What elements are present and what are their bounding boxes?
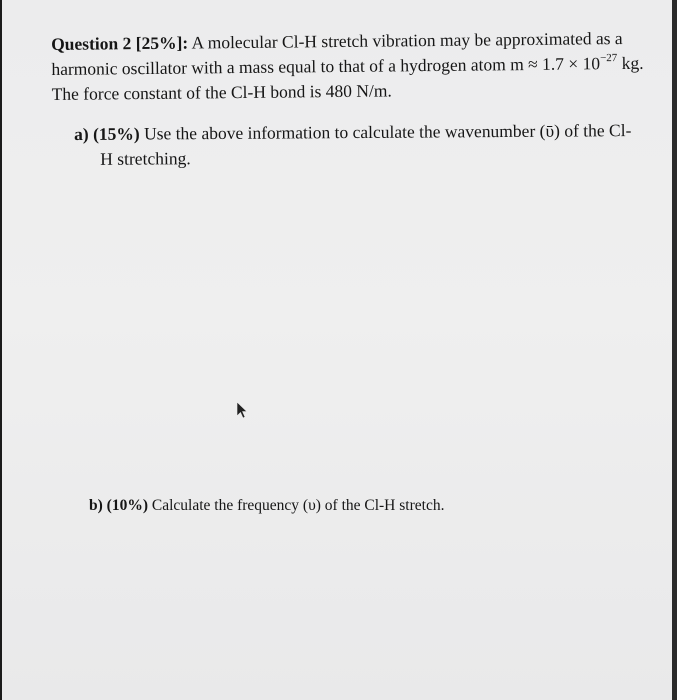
question-2-statement	[51, 26, 652, 107]
part-b-text: Calculate the frequency (υ) of the Cl-H stretch.	[147, 497, 445, 514]
mouse-pointer-icon	[236, 401, 248, 419]
part-a	[74, 118, 654, 172]
mass-exponent: −27	[599, 52, 618, 65]
part-a-line-2	[74, 143, 654, 172]
part-b-label: b) (10%)	[89, 497, 148, 514]
part-a-line-1	[74, 118, 654, 147]
question-label: Question 2 [25%]:	[51, 32, 189, 54]
page-edge-shadow	[672, 0, 677, 700]
question-text-3: The force constant of the Cl-H bond is 480 N/m.	[51, 80, 392, 104]
part-a-label: a) (15%)	[74, 123, 140, 144]
question-text-2: harmonic oscillator with a mass equal to that of a hydrogen atom m ≈ 1.7 × 10	[51, 53, 601, 79]
part-a-text-1: Use the above information to calculate the wavenumber (ῡ) of the Cl-	[139, 120, 632, 144]
part-b	[89, 495, 444, 517]
part-a-text-2: H stretching.	[100, 148, 191, 169]
question-text-1: A molecular Cl-H stretch vibration may be approximated as a	[188, 28, 623, 53]
question-text-2-unit: kg.	[617, 52, 644, 74]
